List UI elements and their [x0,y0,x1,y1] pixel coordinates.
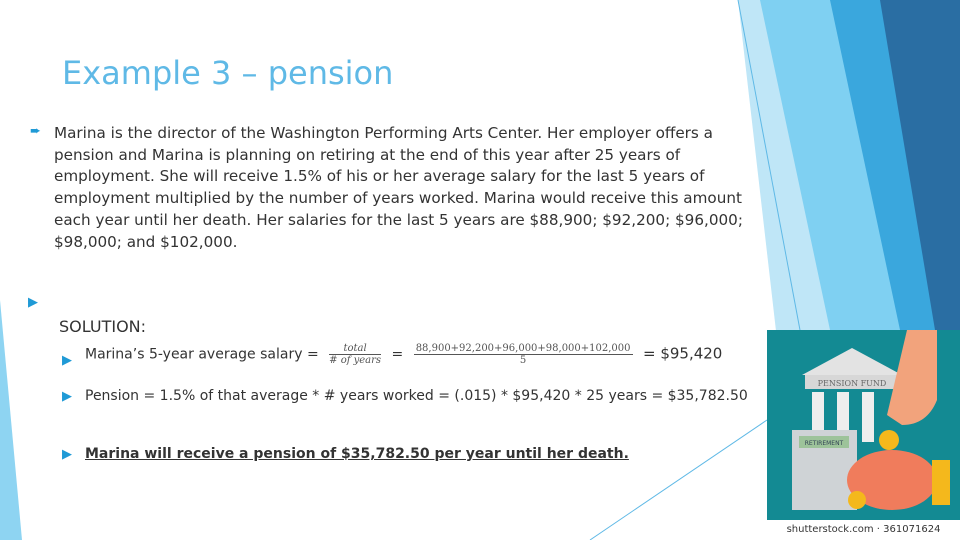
conclusion-line: Marina will receive a pension of $35,782.50 per year until her death. [85,446,629,462]
denominator: 5 [519,355,527,366]
image-credit: shutterstock.com · 361071624 [767,520,960,540]
average-result: = $95,420 [642,344,723,363]
calculator-display: RETIREMENT [804,440,844,447]
arrow-bullet-icon: ▶ [62,389,72,404]
pension-line: Pension = 1.5% of that average * # years worked = (.015) * $95,420 * 25 years = $35,782.50 [85,388,748,404]
problem-text: Marina is the director of the Washington Performing Arts Center. Her employer offers a pension and Marina is planning on retiring at the end of this year after 25 years of employment. She will receive 1.5% of his or her average salary for the last 5 years of employment multiplied by the number of years worked. Marina would receive this amount each year until her death. Her salaries for the last 5 years are $88,900; $92,200; $96,000; $98,000; and $102,000. [54,124,743,251]
numerator: 88,900+92,200+96,000+98,000+102,000 [415,343,631,354]
fraction-values [414,343,633,366]
equals: = [391,346,404,363]
fraction-total [329,343,381,366]
arrow-bullet-icon: ▶ [62,353,72,368]
piggy-bank-illustration [767,330,960,520]
average-label: Marina’s 5-year average salary = [85,346,319,363]
denominator: # of years [329,355,382,366]
pension-fund-sign: PENSION FUND [817,379,887,388]
average-salary-line [85,343,722,366]
slide-title: Example 3 – pension [62,54,394,92]
arrow-bullet-icon: ➨ [30,124,41,139]
numerator: total [329,343,381,355]
pension-fund-illustration [767,330,960,540]
arrow-bullet-icon: ▶ [28,295,38,310]
arrow-bullet-icon: ▶ [62,447,72,462]
solution-label: SOLUTION: [59,317,147,336]
